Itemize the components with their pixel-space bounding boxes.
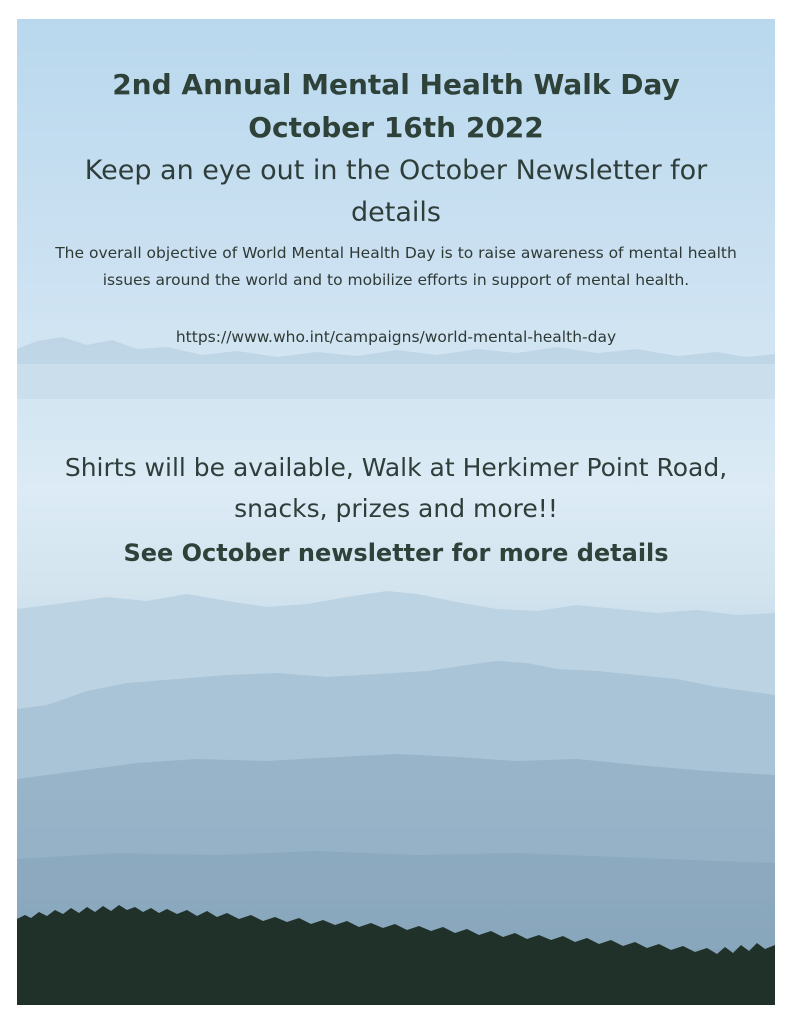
newsletter-notice: Keep an eye out in the October Newsletter for details	[84, 155, 708, 228]
event-title	[17, 63, 775, 149]
who-campaign-link[interactable]: https://www.who.int/campaigns/world-mental-health-day	[175, 328, 617, 346]
newsletter-call-to-action: See October newsletter for more details	[123, 539, 669, 567]
event-name: 2nd Annual Mental Health Walk Day	[112, 68, 680, 101]
event-details: Shirts will be available, Walk at Herkimer Point Road, snacks, prizes and more!!	[64, 453, 728, 523]
objective-text: The overall objective of World Mental Health Day is to raise awareness of mental health issues around the world and to mobilize efforts in support of mental health.	[55, 244, 737, 289]
event-date: October 16th 2022	[248, 111, 544, 144]
distant-ridge-fade	[17, 364, 775, 439]
flyer	[17, 19, 775, 1005]
